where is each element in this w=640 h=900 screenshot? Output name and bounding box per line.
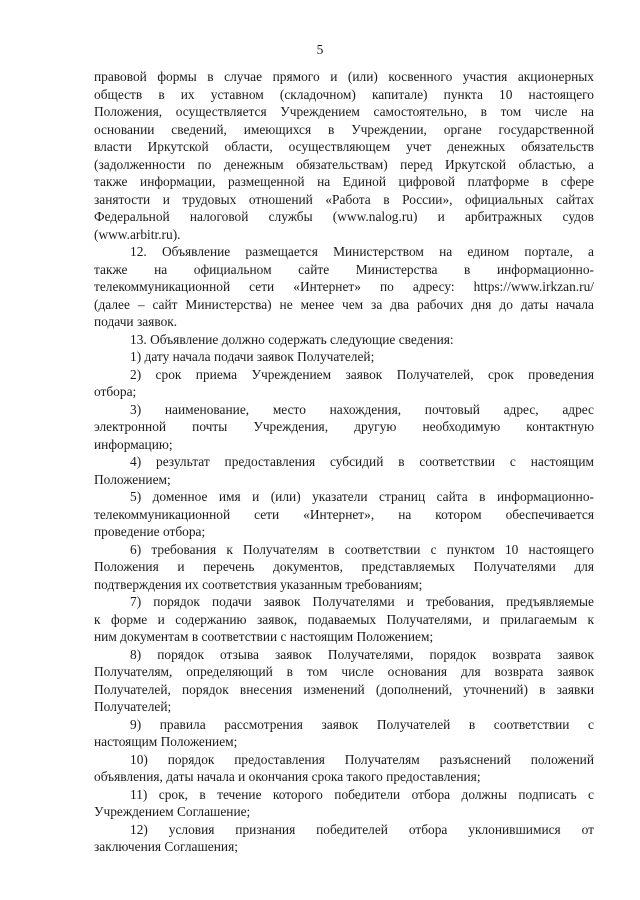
paragraph-first-line: 6) требования к Получателям в соответствии с пунктом 10 настоящего bbox=[130, 541, 594, 557]
text-line: также информации, размещенной на Единой цифровой платформе в сфере bbox=[94, 174, 594, 189]
text-line: Получателям, определяющий в том числе основания для возврата заявок bbox=[94, 664, 594, 679]
text-line: телекоммуникационной сети «Интернет», на котором обеспечивается bbox=[94, 506, 594, 522]
text-line: Получателей, порядок внесения изменений (дополнений, уточнений) в заявки bbox=[94, 681, 594, 697]
paragraph-first-line: 5) доменное имя и (или) указатели страниц сайта в информационно- bbox=[130, 489, 594, 504]
text-line: Получателей; bbox=[94, 699, 172, 714]
text-line: к форме и содержанию заявок, подаваемых Получателями, и прилагаемым к bbox=[94, 611, 594, 627]
text-line: отбора; bbox=[94, 384, 137, 399]
page-number: 5 bbox=[316, 42, 324, 57]
paragraph-first-line: 8) порядок отзыва заявок Получателями, порядок возврата заявок bbox=[130, 646, 594, 662]
text-line: (далее – сайт Министерства) не менее чем за два рабочих дня до даты начала bbox=[94, 296, 594, 312]
text-line: Положения, осуществляется Учреждением самостоятельно, в том числе на bbox=[94, 104, 594, 119]
paragraph-first-line: 12. Объявление размещается Министерством на едином портале, а bbox=[130, 244, 594, 259]
text-line: телекоммуникационной сети «Интернет» по адресу: https://www.irkzan.ru/ bbox=[94, 279, 594, 294]
text-line: обществ в их уставном (складочном) капитале) пункта 10 настоящего bbox=[94, 86, 594, 102]
text-line: основании сведений, имеющихся в Учреждении, органе государственной bbox=[94, 121, 594, 137]
text-line: подтверждения их соответствия указанным требованиям; bbox=[94, 576, 423, 592]
paragraph-first-line: 1) дату начала подачи заявок Получателей; bbox=[130, 349, 375, 364]
paragraph-first-line: 13. Объявление должно содержать следующие сведения: bbox=[130, 331, 454, 347]
text-line: Федеральной налоговой службы (www.nalog.ru) и арбитражных судов bbox=[94, 209, 594, 224]
paragraph-first-line: 3) наименование, место нахождения, почтовый адрес, адрес bbox=[130, 401, 594, 417]
text-line: Положения и перечень документов, представляемых Получателями для bbox=[94, 559, 594, 574]
paragraph-first-line: 12) условия признания победителей отбора уклонившимися от bbox=[130, 821, 594, 837]
text-line: подачи заявок. bbox=[94, 314, 178, 329]
text-line: также на официальном сайте Министерства в информационно- bbox=[94, 261, 594, 277]
text-line: объявления, даты начала и окончания срока такого предоставления; bbox=[94, 769, 481, 784]
paragraph-first-line: 4) результат предоставления субсидий в соответствии с настоящим bbox=[130, 454, 594, 469]
text-line: (задолженности по денежным обязательствам) перед Иркутской областью, а bbox=[94, 156, 594, 172]
text-line: Учреждением Соглашение; bbox=[94, 804, 251, 819]
paragraph-first-line: 10) порядок предоставления Получателям разъяснений положений bbox=[130, 751, 594, 767]
paragraph-first-line: 11) срок, в течение которого победители отбора должны подписать с bbox=[130, 786, 594, 802]
paragraph-first-line: 2) срок приема Учреждением заявок Получателей, срок проведения bbox=[130, 366, 594, 382]
text-line: проведение отбора; bbox=[94, 524, 206, 539]
text-line: занятости и трудовых отношений «Работа в России», официальных сайтах bbox=[94, 191, 594, 207]
text-line: власти Иркутской области, осуществляющем учет денежных обязательств bbox=[94, 139, 594, 154]
text-line: заключения Соглашения; bbox=[94, 839, 238, 854]
text-line: электронной почты Учреждения, другую необходимую контактную bbox=[94, 419, 594, 434]
text-line: ним документам в соответствии с настоящим Положением; bbox=[94, 629, 434, 644]
text-line: (www.arbitr.ru). bbox=[94, 226, 181, 242]
text-line: информацию; bbox=[94, 436, 173, 452]
text-line: Положением; bbox=[94, 471, 171, 487]
paragraph-first-line: 9) правила рассмотрения заявок Получателей в соответствии с bbox=[130, 716, 594, 732]
text-line: правовой формы в случае прямого и (или) косвенного участия акционерных bbox=[94, 69, 594, 84]
document-body bbox=[94, 68, 594, 856]
text-line: настоящим Положением; bbox=[94, 734, 238, 749]
paragraph-first-line: 7) порядок подачи заявок Получателями и требования, предъявляемые bbox=[130, 594, 594, 609]
